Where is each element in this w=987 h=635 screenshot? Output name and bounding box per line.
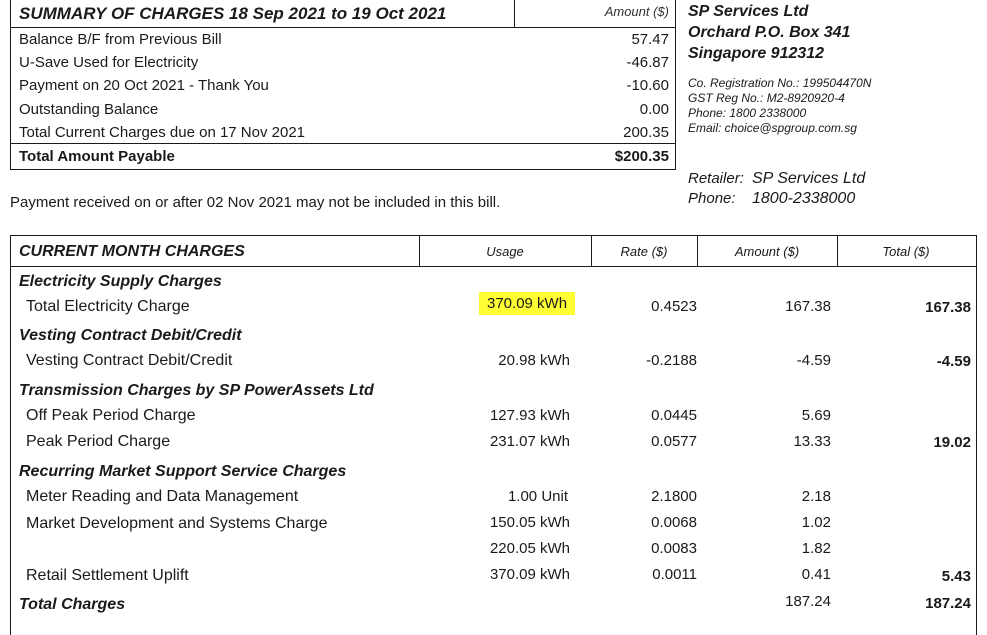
rate-value: 0.0083 (651, 540, 697, 557)
summary-row-label: Balance B/F from Previous Bill (19, 31, 222, 48)
table-header-bottom-line (11, 266, 976, 267)
summary-title-divider (514, 0, 515, 27)
amount-value: 167.38 (785, 298, 831, 315)
retailer-phone-label: Phone: (688, 190, 736, 207)
rate-value: 0.4523 (651, 298, 697, 315)
company-phone: Phone: 1800 2338000 (688, 106, 807, 120)
rate-header: Rate ($) (620, 244, 668, 259)
line-label: Total Electricity Charge (26, 298, 190, 315)
summary-of-charges-box (10, 0, 676, 170)
usage-header: Usage (486, 244, 524, 259)
rate-value: 2.1800 (651, 488, 697, 505)
rate-value: 0.0068 (651, 514, 697, 531)
amount-value: 5.69 (801, 407, 831, 424)
line-label: Retail Settlement Uplift (26, 567, 189, 584)
payment-note: Payment received on or after 02 Nov 2021 may not be included in this bill. (10, 194, 501, 211)
section-vesting-contract: Vesting Contract Debit/Credit (19, 327, 242, 344)
total-value: 19.02 (933, 434, 971, 451)
amount-value: 0.41 (801, 566, 831, 583)
amount-value: 1.02 (801, 514, 831, 531)
total-charges-label: Total Charges (19, 596, 126, 613)
company-email: Email: choice@spgroup.com.sg (688, 121, 857, 135)
total-header: Total ($) (882, 244, 930, 259)
company-gst: GST Reg No.: M2-8920920-4 (688, 91, 845, 105)
line-label: Market Development and Systems Charge (26, 515, 328, 532)
retailer-value: SP Services Ltd (752, 170, 866, 187)
rate-value: 0.0011 (652, 566, 697, 583)
summary-row-label: Outstanding Balance (19, 101, 159, 118)
summary-row-amount: 57.47 (631, 31, 669, 48)
total-charges-amount: 187.24 (785, 593, 831, 610)
company-address-line2: Singapore 912312 (688, 45, 825, 62)
summary-row-amount: 200.35 (623, 124, 669, 141)
company-name: SP Services Ltd (688, 3, 809, 20)
amount-header: Amount ($) (604, 4, 669, 19)
line-label: Meter Reading and Data Management (26, 488, 299, 505)
current-month-charges-title: CURRENT MONTH CHARGES (19, 243, 245, 260)
usage-value: 370.09 kWh (489, 566, 570, 583)
highlighted-usage (479, 295, 575, 312)
amount-value: 1.82 (801, 540, 831, 557)
summary-title: SUMMARY OF CHARGES 18 Sep 2021 to 19 Oct 2021 (19, 4, 447, 23)
summary-row-amount: 0.00 (639, 101, 669, 118)
company-address-line1: Orchard P.O. Box 341 (688, 24, 851, 41)
total-value: 5.43 (941, 568, 971, 585)
retailer-label: Retailer: (688, 170, 744, 187)
summary-row-amount: -46.87 (626, 54, 669, 71)
rate-value: 0.0577 (651, 433, 697, 450)
table-header-top-line (11, 235, 976, 236)
line-label: Vesting Contract Debit/Credit (26, 352, 233, 369)
usage-value: 220.05 kWh (489, 540, 570, 557)
section-transmission: Transmission Charges by SP PowerAssets Ltd (19, 382, 374, 399)
usage-value: 20.98 kWh (498, 352, 570, 369)
summary-row-label: Payment on 20 Oct 2021 - Thank You (19, 77, 269, 94)
section-electricity-supply: Electricity Supply Charges (19, 273, 222, 290)
total-value: 167.38 (925, 299, 971, 316)
amount-value: -4.59 (796, 352, 831, 369)
usage-value: 1.00 Unit (507, 488, 568, 505)
amount-header: Amount ($) (734, 244, 800, 259)
line-label: Peak Period Charge (26, 433, 171, 450)
company-registration: Co. Registration No.: 199504470N (688, 76, 872, 90)
rate-value: 0.0445 (651, 407, 697, 424)
section-market-support: Recurring Market Support Service Charges (19, 463, 347, 480)
summary-header-line (11, 27, 675, 28)
usage-value: 127.93 kWh (489, 407, 570, 424)
summary-row-amount: -10.60 (626, 77, 669, 94)
retailer-phone-value: 1800-2338000 (752, 190, 856, 207)
line-label: Off Peak Period Charge (26, 407, 196, 424)
rate-value: -0.2188 (646, 352, 697, 369)
usage-value: 231.07 kWh (489, 433, 570, 450)
total-charges-total: 187.24 (925, 595, 971, 612)
usage-value: 150.05 kWh (489, 514, 570, 531)
amount-value: 2.18 (801, 488, 831, 505)
amount-value: 13.33 (793, 433, 831, 450)
summary-row-label: U-Save Used for Electricity (19, 54, 199, 71)
usage-value-highlight: 370.09 kWh (479, 292, 575, 315)
total-amount-payable-label: Total Amount Payable (19, 148, 175, 165)
total-value: -4.59 (936, 353, 971, 370)
summary-row-label: Total Current Charges due on 17 Nov 2021 (19, 124, 306, 141)
total-amount-payable-value: $200.35 (614, 148, 669, 165)
summary-total-line (11, 143, 675, 144)
